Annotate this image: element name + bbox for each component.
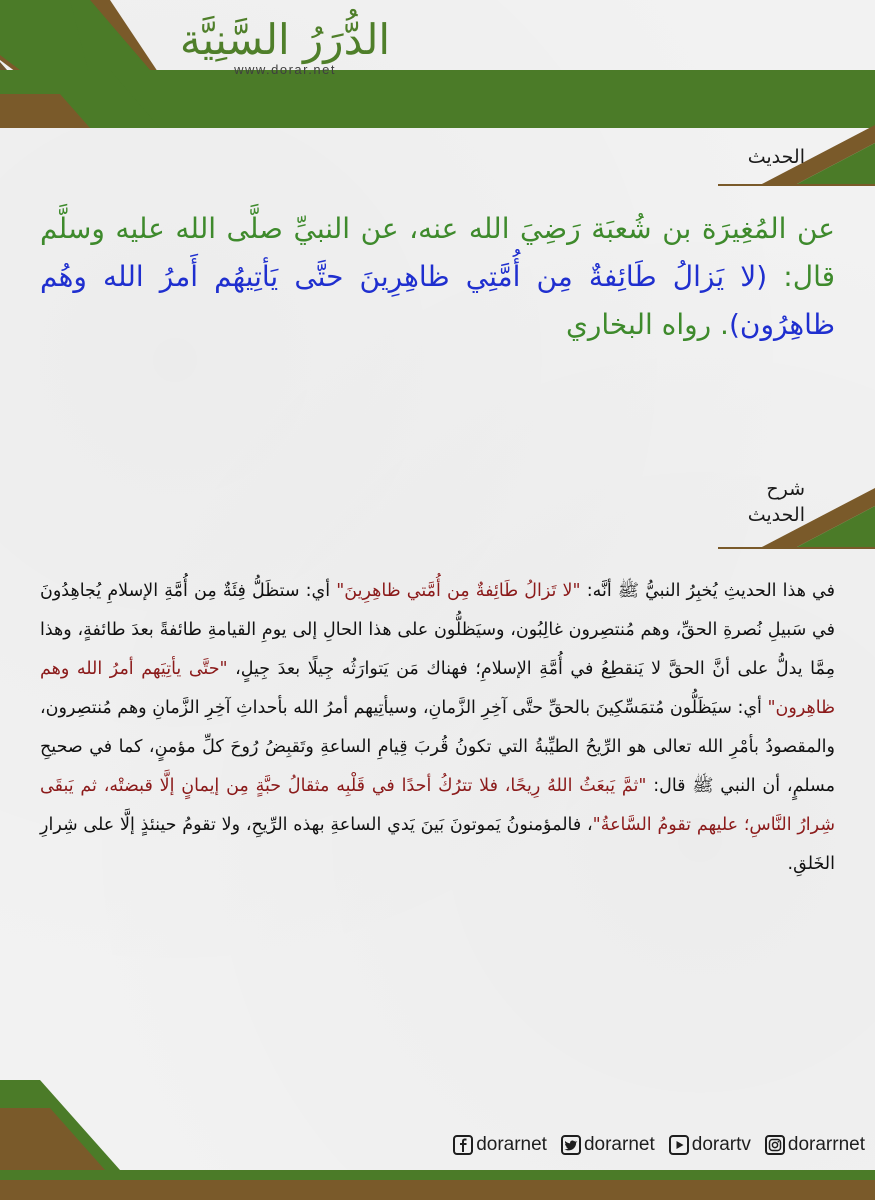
facebook-link[interactable]: [453, 1134, 547, 1156]
instagram-icon: [765, 1135, 785, 1155]
sharh-label-line2: الحديث: [747, 504, 805, 526]
twitter-handle: dorarnet: [583, 1134, 655, 1155]
hadith-quote: (لا يَزالُ طَائِفةٌ مِن أُمَّتِي ظاهِرِينَ حتَّى يَأتِيهُم أَمرُ الله وهُم ظاهِرُون): [40, 260, 835, 341]
facebook-icon: [453, 1135, 473, 1155]
sharh-quote-2: "حتَّى يأتِيَهم أمرُ الله وهم ظاهِرون": [40, 659, 835, 718]
logo-text: الدُّرَرُ السَّنِيَّة: [179, 15, 391, 64]
youtube-link[interactable]: [669, 1134, 751, 1156]
sharh-part-1: في هذا الحديثِ يُخبِرُ النبيُّ ﷺ أنَّه:: [580, 581, 836, 601]
instagram-link[interactable]: [765, 1134, 865, 1156]
logo: [165, 14, 405, 77]
sharh-section-label: [748, 476, 805, 528]
instagram-handle: dorarrnet: [787, 1134, 865, 1155]
sharh-part-3: أي: سيَظَلُّون مُتمَسِّكِينَ بالحقِّ حتَّى آخِرِ الزَّمانِ، وسيأتِيهم أمرُ الله بأحداثِ آخِرِ الزَّمانِ وهم مُنتصِرون، والمقصودُ بأمْرِ الله تعالى هو الرِّيحُ الطيِّبةُ التي تكونُ قُربَ قِيامِ الساعةِ وتَقبِضُ رُوحَ كلِّ مؤمنٍ، كما في صحيحِ مسلمٍ، أن النبي ﷺ قال:: [40, 698, 835, 796]
hadith-source: . رواه البخاري: [565, 308, 729, 341]
logo-url: www.dorar.net: [234, 62, 336, 77]
sharh-text: [40, 572, 835, 884]
youtube-icon: [669, 1135, 689, 1155]
hadith-section-label: الحديث: [747, 146, 805, 168]
twitter-link[interactable]: [561, 1134, 655, 1156]
social-footer: [453, 1130, 865, 1160]
sharh-part-2: أي: ستظَلُّ فِئَةٌ مِن أُمَّةِ الإسلامِ يُجاهِدُونَ في سَبيلِ نُصرةِ الحقِّ، وهم مُنتصِرون غالِبُون، وسيَظلُّون على هذا الحالِ إلى يومِ القيامةِ طائفةً بعدَ طائفةٍ، وهذا مِمَّا يدلُّ على أنَّ الحقَّ لا يَنقطِعُ في أُمَّةِ الإسلامِ؛ فهناك مَن يَتوارَثُه جِيلًا بعدَ جِيلٍ،: [40, 581, 835, 679]
bottom-brown-band: [0, 1180, 875, 1200]
sharh-part-4: ، فالمؤمنونُ يَموتونَ بَينَ يَدي الساعةِ بهذه الرِّيحِ، ولا تقومُ حينئذٍ إلَّا على شِرارِ الخَلقِ.: [40, 815, 835, 874]
sharh-label-line1: شرح: [766, 478, 805, 500]
youtube-handle: dorartv: [691, 1134, 751, 1155]
sharh-quote-3: "ثمَّ يَبعَثُ اللهُ رِيحًا، فلا تترُكُ أحدًا في قَلْبِه مثقالُ حبَّةٍ مِن إيمانٍ إلَّا قبضتْه، ثم يَبقَى شِرارُ النَّاسِ؛ عليهم تقومُ السَّاعةُ": [40, 776, 835, 835]
hadith-intro: عن المُغِيرَة بن شُعبَة رَضِيَ الله عنه، عن النبيِّ صلَّى الله عليه وسلَّم قال:: [40, 212, 835, 293]
hadith-text: [40, 205, 835, 349]
twitter-icon: [561, 1135, 581, 1155]
facebook-handle: dorarnet: [476, 1134, 547, 1155]
sharh-quote-1: "لا تَزالُ طَائِفةٌ مِن أُمَّتي ظاهِرِينَ": [336, 581, 581, 601]
